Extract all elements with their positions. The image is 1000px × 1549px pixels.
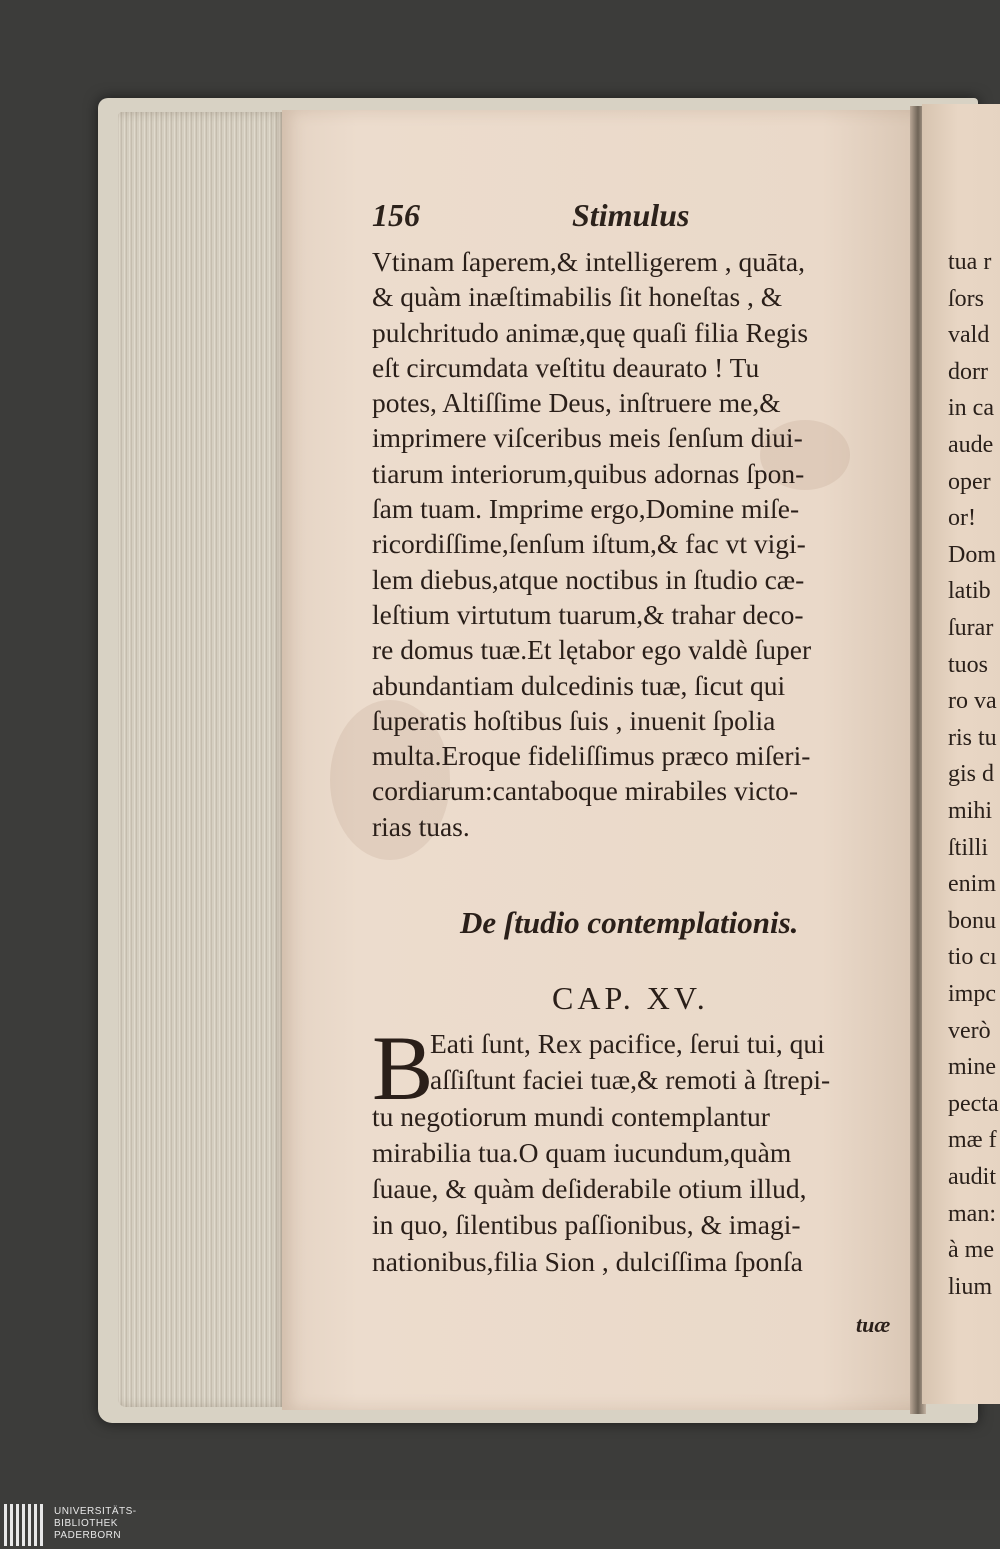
library-footer — [0, 1500, 1000, 1549]
text-line: ſuperatis hoſtibus ſuis , inuenit ſpolia — [372, 704, 776, 736]
text-line: tiarum interiorum,quibus adornas ſpon- — [372, 457, 805, 489]
facing-page-line: aude — [948, 432, 994, 458]
text-line: ſuaue, & quàm deſiderabile otium illud, — [372, 1173, 807, 1205]
facing-page-line: audit — [948, 1164, 996, 1190]
text-line: leſtium virtutum tuarum,& trahar deco- — [372, 598, 804, 630]
facing-page-line: impc — [948, 981, 996, 1007]
facing-page-line: tio cı — [948, 944, 997, 971]
text-line: pulchritudo animæ,quę quaſi filia Regis — [372, 316, 809, 348]
facing-page-line: enim — [948, 871, 996, 898]
facing-page-line: ſurar — [948, 615, 994, 641]
facing-page-line: tua r — [948, 249, 992, 275]
text-line: tu negotiorum mundi contemplantur — [372, 1100, 770, 1132]
page-number: 156 — [372, 197, 420, 233]
facing-page-line: à me — [948, 1237, 994, 1264]
running-title: Stimulus — [572, 197, 690, 233]
drop-cap: B — [372, 1017, 434, 1119]
facing-page-line: mihi — [948, 798, 993, 824]
facing-page — [922, 104, 1000, 1404]
library-name-line: PADERBORN — [54, 1530, 122, 1541]
text-line: ſam tuam. Imprime ergo,Domine miſe- — [372, 493, 800, 525]
facing-page-line: mæ f — [948, 1127, 997, 1154]
text-line: Vtinam ſaperem,& intelligerem , quāta, — [372, 246, 805, 277]
catchword: tuæ — [856, 1312, 891, 1337]
text-line: potes, Altiſſime Deus, inſtruere me,& — [372, 387, 781, 419]
text-line: imprimere viſceribus meis ſenſum diui- — [372, 422, 803, 454]
text-line: cordiarum:cantaboque mirabiles victo- — [372, 775, 799, 807]
facing-page-line: ſors — [948, 285, 984, 312]
facing-page-line: ris tu — [948, 724, 997, 751]
chapter-heading: CAP. XV. — [552, 980, 709, 1016]
chapter-text — [372, 1026, 907, 1280]
text-line: & quàm inæſtimabilis ſit honeſtas , & — [372, 281, 783, 313]
facing-page-line: vald — [948, 322, 990, 349]
text-line: nationibus,filia Sion , dulciſſima ſponſa — [372, 1245, 803, 1277]
facing-page-line: oper — [948, 468, 991, 495]
library-logo-icon — [4, 1504, 46, 1546]
text-line: Eati ſunt, Rex pacifice, ſerui tui, qui — [430, 1028, 825, 1059]
text-line: eſt circumdata veſtitu deaurato ! Tu — [372, 351, 760, 383]
facing-page-line: ro va — [948, 688, 997, 715]
facing-page-line: dorr — [948, 358, 988, 385]
facing-page-line: lium — [948, 1273, 993, 1300]
text-line: lem diebus,atque noctibus in ſtudio cæ- — [372, 563, 805, 595]
section-title: De ſtudio contemplationis. — [460, 905, 799, 940]
facing-page-line: verò — [948, 1017, 991, 1044]
facing-page-line: in ca — [948, 395, 994, 422]
text-line: in quo, ſilentibus paſſionibus, & imagi- — [372, 1209, 801, 1241]
facing-page-line: bonu — [948, 907, 996, 934]
facing-page-line: man: — [948, 1200, 996, 1227]
facing-page-line: gis d — [948, 761, 995, 788]
text-line: mirabilia tua.O quam iucundum,quàm — [372, 1136, 792, 1168]
library-name — [54, 1506, 137, 1542]
text-line: aſſiſtunt faciei tuæ,& remoti à ſtrepi- — [430, 1064, 831, 1096]
facing-page-line: pecta — [948, 1090, 999, 1117]
text-line: rias tuas. — [372, 810, 470, 842]
facing-page-line: or! — [948, 505, 976, 532]
facing-page-line: ſtilli — [948, 834, 989, 861]
text-line: re domus tuæ.Et lętabor ego valdè ſuper — [372, 634, 812, 666]
library-name-line: BIBLIOTHEK — [54, 1518, 118, 1529]
library-name-line: UNIVERSITÄTS- — [54, 1506, 137, 1517]
page-edges — [118, 112, 286, 1407]
body-text — [372, 244, 907, 844]
facing-page-line: mine — [948, 1054, 996, 1081]
text-line: abundantiam dulcedinis tuæ, ſicut qui — [372, 669, 786, 701]
facing-page-line: latib — [948, 578, 991, 605]
facing-page-line: Dom — [948, 541, 996, 568]
text-line: ricordiſſime,ſenſum iſtum,& fac vt vigi- — [372, 528, 806, 560]
text-line: multa.Eroque fideliſſimus præco miſeri- — [372, 740, 811, 772]
facing-page-line: tuos — [948, 651, 989, 678]
